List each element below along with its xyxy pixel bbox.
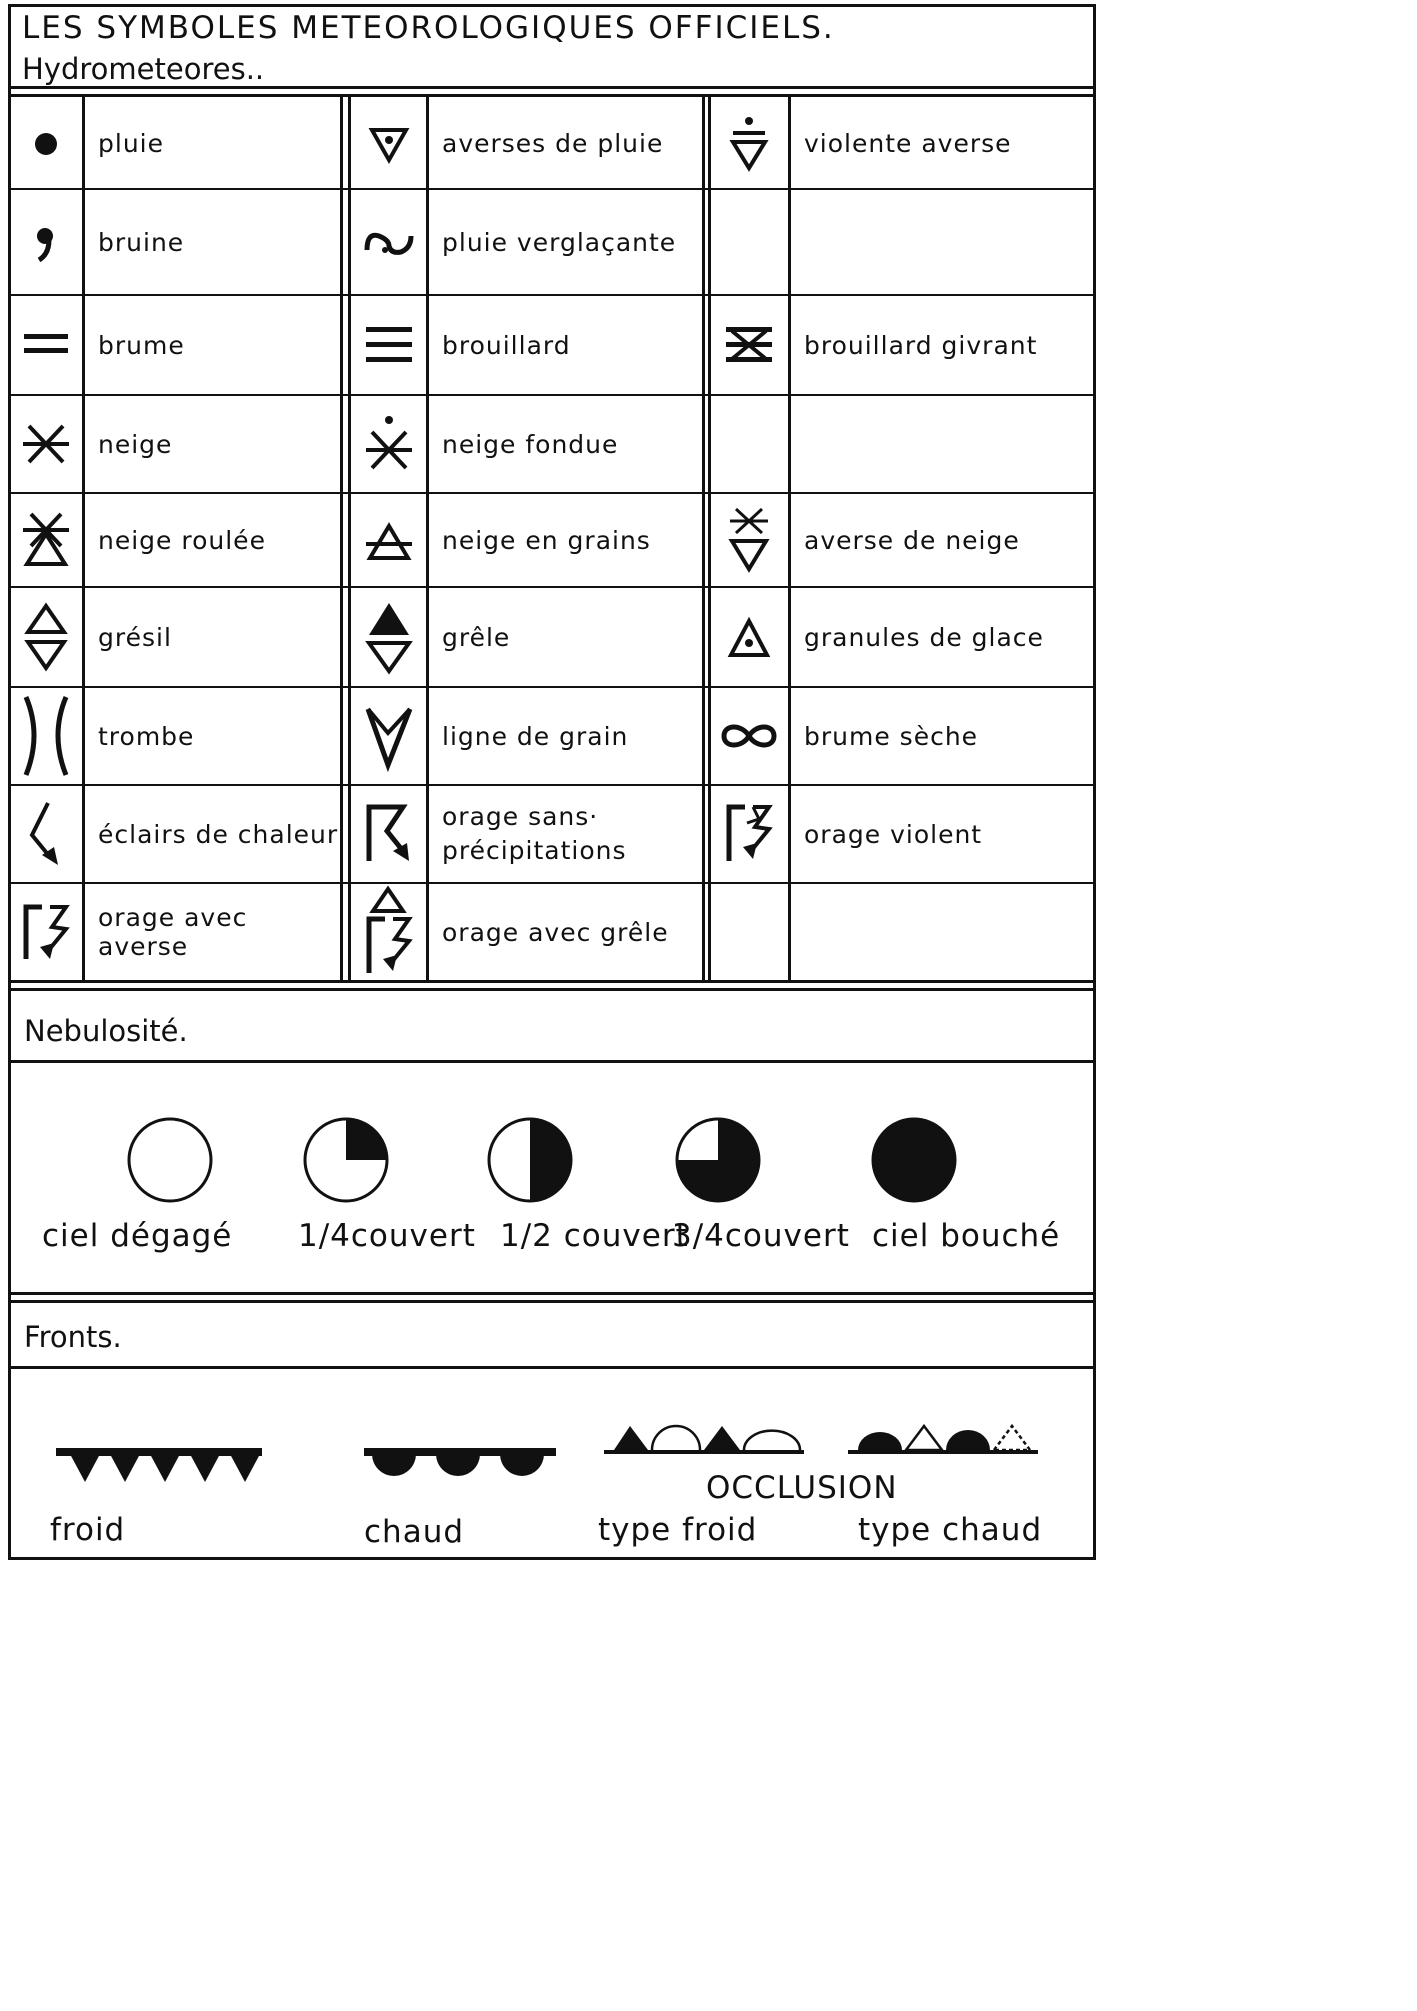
column-rule: [702, 97, 705, 980]
squall-line-icon: [352, 688, 426, 784]
cold-front-icon: [56, 1448, 262, 1488]
sleet-icon: [352, 396, 426, 492]
overcast-circle-icon: [870, 1116, 958, 1204]
freezing-rain-icon: [352, 190, 426, 294]
symbol-label: neige: [98, 429, 173, 459]
rule: [8, 1292, 1096, 1295]
symbol-label: orage sans· précipitations: [442, 802, 627, 865]
section-title-nebulosite: Nebulosité.: [24, 1014, 188, 1048]
cloud-cover-label: 3/4couvert: [672, 1218, 850, 1254]
occlusion-label: OCCLUSION: [706, 1470, 898, 1506]
fog-three-lines-icon: [352, 296, 426, 394]
symbol-label: [790, 396, 1090, 492]
clear-sky-circle-icon: [126, 1116, 214, 1204]
rule: [8, 988, 1096, 991]
page-title: LES SYMBOLES METEOROLOGIQUES OFFICIELS.: [22, 10, 835, 46]
front-label-type-chaud: type chaud: [858, 1512, 1043, 1548]
symbol-label: éclairs de chaleur: [98, 819, 339, 849]
front-label-froid: froid: [50, 1512, 126, 1548]
snow-shower-icon: [710, 494, 788, 586]
haze-infinity-icon: [710, 688, 788, 784]
symbol-label: [790, 884, 1090, 980]
rain-shower-icon: [352, 99, 426, 188]
symbol-label: neige fondue: [442, 429, 619, 459]
hail-icon: [352, 588, 426, 686]
rule: [8, 1300, 1096, 1303]
violent-shower-icon: [710, 99, 788, 188]
symbol-label: averses de pluie: [442, 129, 664, 158]
thunderstorm-shower-icon: [10, 884, 82, 980]
symbol-label: violente averse: [804, 129, 1012, 158]
heat-lightning-icon: [10, 786, 82, 882]
symbol-label: averse de neige: [804, 525, 1020, 555]
section-title-hydrometeores: Hydrometeores..: [22, 52, 265, 86]
three-quarter-cover-circle-icon: [674, 1116, 762, 1204]
symbol-label: brouillard givrant: [804, 330, 1038, 360]
symbol-label: neige roulée: [98, 525, 266, 555]
snow-asterisk-icon: [10, 396, 82, 492]
symbol-label: orage violent: [804, 819, 983, 849]
rule: [8, 980, 1096, 983]
rule: [8, 1060, 1096, 1063]
symbol-label: trombe: [98, 721, 195, 751]
rule: [8, 1366, 1096, 1369]
symbol-label: grêle: [442, 622, 511, 652]
symbol-label: [790, 190, 1090, 294]
warm-occlusion-icon: [848, 1420, 1038, 1456]
rule: [8, 94, 1096, 97]
symbol-label: orage avec averse: [98, 903, 248, 961]
rain-dot-icon: [10, 99, 82, 188]
drizzle-comma-icon: [10, 190, 82, 294]
ice-pellets-icon: [10, 588, 82, 686]
symbol-label: bruine: [98, 227, 185, 257]
symbol-label: grésil: [98, 622, 172, 652]
ice-granules-icon: [710, 588, 788, 686]
symbol-label: orage avec grêle: [442, 917, 669, 947]
cloud-cover-label: ciel dégagé: [42, 1218, 233, 1254]
symbol-label: brume: [98, 330, 185, 360]
symbol-label: granules de glace: [804, 622, 1044, 652]
symbol-label: pluie: [98, 129, 164, 158]
cloud-cover-label: 1/4couvert: [298, 1218, 476, 1254]
cloud-cover-label: 1/2 couvert: [500, 1218, 689, 1254]
symbol-label: brouillard: [442, 330, 571, 360]
cloud-cover-label: ciel bouché: [872, 1218, 1061, 1254]
mist-two-lines-icon: [10, 296, 82, 394]
snow-pellets-icon: [10, 494, 82, 586]
symbol-label: brume sèche: [804, 721, 979, 751]
waterspout-icon: [10, 688, 82, 784]
warm-front-icon: [364, 1448, 556, 1484]
symbol-label: neige en grains: [442, 525, 651, 555]
dry-thunderstorm-icon: [352, 786, 426, 882]
symbol-label: ligne de grain: [442, 721, 629, 751]
half-cover-circle-icon: [486, 1116, 574, 1204]
thunderstorm-hail-icon: [352, 884, 426, 980]
violent-thunderstorm-icon: [710, 786, 788, 882]
quarter-cover-circle-icon: [302, 1116, 390, 1204]
snow-grains-icon: [352, 494, 426, 586]
rule: [8, 86, 1096, 89]
symbol-label: pluie verglaçante: [442, 227, 677, 257]
cold-occlusion-icon: [604, 1420, 804, 1456]
freezing-fog-icon: [710, 296, 788, 394]
front-label-chaud: chaud: [364, 1514, 465, 1550]
section-title-fronts: Fronts.: [24, 1320, 122, 1354]
front-label-type-froid: type froid: [598, 1512, 758, 1548]
column-rule: [340, 97, 343, 980]
column-rule: [348, 97, 351, 980]
